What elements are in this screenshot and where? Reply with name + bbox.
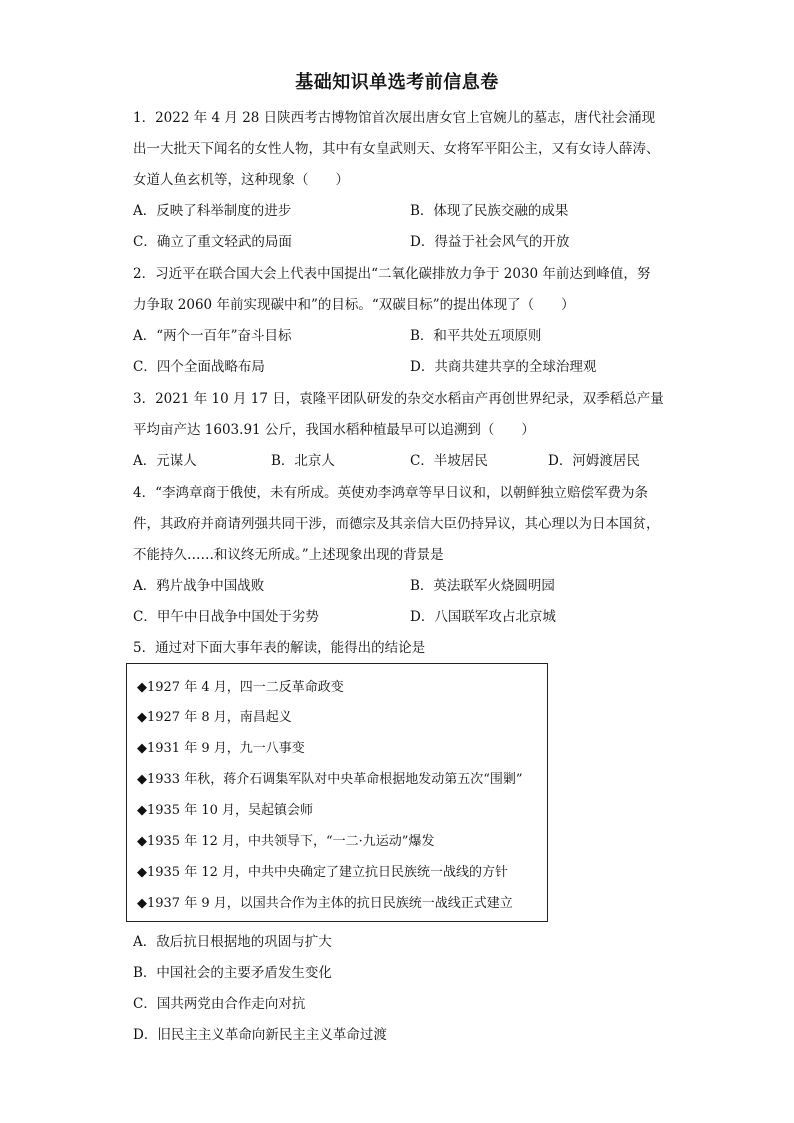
question-4-option-c[interactable]: C．甲午中日战争中国处于劣势 xyxy=(133,609,319,625)
timeline-item: ◆1931 年 9 月，九一八事变 xyxy=(137,741,305,756)
question-3-stem-line-2: 平均亩产达 1603.91 公斤，我国水稻种植最早可以追溯到（ ） xyxy=(133,422,535,438)
timeline-item: ◆1927 年 8 月，南昌起义 xyxy=(137,710,292,725)
timeline-item: ◆1935 年 12 月，中共领导下，“一二·九运动”爆发 xyxy=(137,834,435,849)
timeline-item: ◆1935 年 12 月，中共中央确定了建立抗日民族统一战线的方针 xyxy=(137,865,509,880)
question-4-option-d[interactable]: D．八国联军攻占北京城 xyxy=(410,609,556,625)
timeline-item: ◆1937 年 9 月，以国共合作为主体的抗日民族统一战线正式建立 xyxy=(137,896,513,911)
question-4-option-a[interactable]: A．鸦片战争中国战败 xyxy=(133,578,265,594)
question-5-option-a[interactable]: A．敌后抗日根据地的巩固与扩大 xyxy=(133,934,332,950)
question-2-option-b[interactable]: B．和平共处五项原则 xyxy=(410,328,542,344)
question-4-stem-line-1: 4．“李鸿章商于俄使，未有所成。英使劝李鸿章等早日议和，以朝鲜独立赔偿军费为条 xyxy=(133,485,648,501)
question-4-stem-line-2: 件，其政府并商请列强共同干涉，而德宗及其亲信大臣仍持异议，其心理以为日本国贫， xyxy=(133,516,660,532)
question-2-option-a[interactable]: A．“两个一百年”奋斗目标 xyxy=(133,328,292,344)
question-1-option-d[interactable]: D．得益于社会风气的开放 xyxy=(410,234,570,250)
timeline-item: ◆1927 年 4 月，四一二反革命政变 xyxy=(137,680,344,695)
question-1-stem-line-2: 出一大批天下闻名的女性人物，其中有女皇武则天、女将军平阳公主，又有女诗人薛涛、 xyxy=(133,141,660,157)
question-3-stem-line-1: 3．2021 年 10 月 17 日，袁隆平团队研发的杂交水稻亩产再创世界纪录，双季稻总产量 xyxy=(133,391,664,407)
question-2-stem-line-1: 2．习近平在联合国大会上代表中国提出“二氧化碳排放力争于 2030 年前达到峰值，努 xyxy=(133,266,651,282)
question-1-option-b[interactable]: B．体现了民族交融的成果 xyxy=(410,203,569,219)
question-5-option-b[interactable]: B．中国社会的主要矛盾发生变化 xyxy=(133,965,332,981)
timeline-item: ◆1933 年秋，蒋介石调集军队对中央革命根据地发动第五次“围剿” xyxy=(137,772,523,787)
question-2-stem-line-2: 力争取 2060 年前实现碳中和”的目标。“双碳目标”的提出体现了（ ） xyxy=(133,297,575,313)
question-3-option-d[interactable]: D．河姆渡居民 xyxy=(548,453,640,469)
question-5-option-c[interactable]: C．国共两党由合作走向对抗 xyxy=(133,996,306,1012)
question-1-stem-line-1: 1．2022 年 4 月 28 日陕西考古博物馆首次展出唐女官上官婉儿的墓志，唐代社会涌现 xyxy=(133,110,656,126)
question-5-stem: 5．通过对下面大事年表的解读，能得出的结论是 xyxy=(133,640,426,656)
question-3-option-a[interactable]: A．元谋人 xyxy=(133,453,197,469)
question-1-option-c[interactable]: C．确立了重文轻武的局面 xyxy=(133,234,292,250)
question-3-option-c[interactable]: C．半坡居民 xyxy=(410,453,488,469)
question-4-stem-line-3: 不能持久……和议终无所成。”上述现象出现的背景是 xyxy=(133,547,444,563)
timeline-item: ◆1935 年 10 月，吴起镇会师 xyxy=(137,803,314,818)
question-1-option-a[interactable]: A．反映了科举制度的进步 xyxy=(133,203,292,219)
timeline-box xyxy=(126,663,548,922)
question-4-option-b[interactable]: B．英法联军火烧圆明园 xyxy=(410,578,555,594)
page-title: 基础知识单选考前信息卷 xyxy=(295,72,499,93)
question-2-option-c[interactable]: C．四个全面战略布局 xyxy=(133,359,265,375)
question-2-option-d[interactable]: D．共商共建共享的全球治理观 xyxy=(410,359,597,375)
question-3-option-b[interactable]: B．北京人 xyxy=(271,453,335,469)
question-1-stem-line-3: 女道人鱼玄机等，这种现象（ ） xyxy=(133,172,349,188)
question-5-option-d[interactable]: D．旧民主主义革命向新民主主义革命过渡 xyxy=(133,1027,387,1043)
